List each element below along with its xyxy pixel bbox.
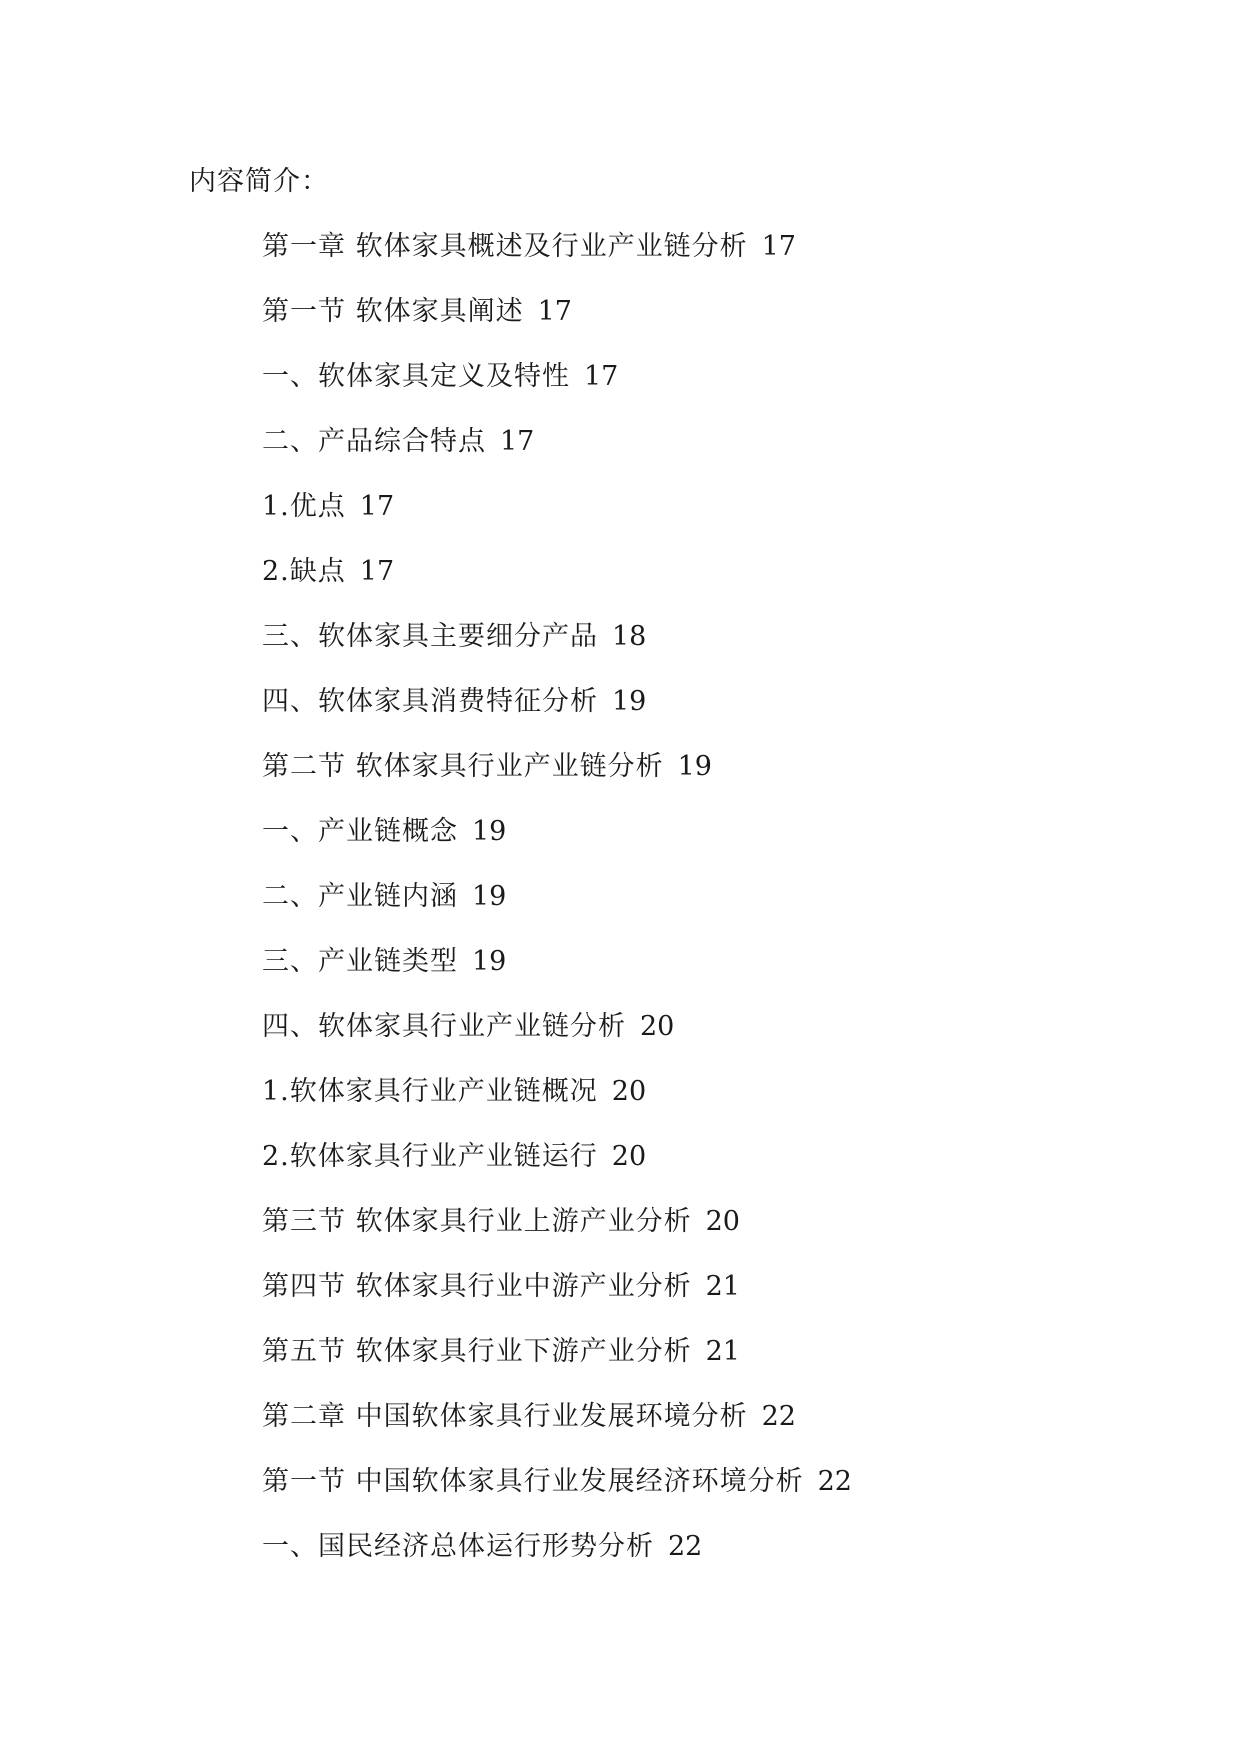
toc-entry-title: 第一节 软体家具阐述 — [262, 296, 524, 327]
toc-entry[interactable] — [262, 1005, 852, 1070]
toc-entry-title: 2.软体家具行业产业链运行 — [262, 1141, 598, 1172]
toc-entry-title: 第四节 软体家具行业中游产业分析 — [262, 1271, 692, 1302]
toc-entry[interactable] — [262, 810, 852, 875]
toc-entry-page: 22 — [761, 1401, 796, 1432]
toc-entry-page: 17 — [500, 426, 535, 457]
toc-entry-title: 第二节 软体家具行业产业链分析 — [262, 751, 664, 782]
toc-entry[interactable] — [262, 940, 852, 1005]
toc-entry-page: 17 — [359, 556, 395, 587]
toc-entry-title: 2.缺点 — [262, 556, 346, 587]
toc-entry-title: 1.软体家具行业产业链概况 — [262, 1076, 598, 1107]
toc-entry-title: 第一章 软体家具概述及行业产业链分析 — [262, 231, 748, 262]
toc-entry-page: 18 — [612, 621, 647, 652]
toc-entry[interactable] — [262, 290, 852, 355]
toc-entry-page: 20 — [611, 1076, 647, 1107]
toc-entry-page: 17 — [761, 231, 796, 262]
toc-entry-title: 二、产品综合特点 — [262, 426, 486, 457]
toc-entry-title: 三、软体家具主要细分产品 — [262, 621, 598, 652]
toc-entry[interactable] — [262, 1330, 852, 1395]
toc-entry[interactable] — [262, 355, 852, 420]
toc-entry-title: 第三节 软体家具行业上游产业分析 — [262, 1206, 692, 1237]
toc-entry-page: 17 — [537, 296, 572, 327]
table-of-contents — [262, 225, 852, 1590]
document-heading: 内容简介： — [189, 166, 329, 197]
toc-entry-title: 三、产业链类型 — [262, 946, 458, 977]
toc-entry[interactable] — [262, 1525, 852, 1590]
toc-entry-title: 四、软体家具行业产业链分析 — [262, 1011, 626, 1042]
toc-entry-title: 四、软体家具消费特征分析 — [262, 686, 598, 717]
toc-entry[interactable] — [262, 1460, 852, 1525]
toc-entry[interactable] — [262, 615, 852, 680]
toc-entry-page: 19 — [472, 816, 507, 847]
toc-entry-page: 20 — [705, 1206, 740, 1237]
toc-entry[interactable] — [262, 1070, 852, 1135]
toc-entry-page: 22 — [817, 1466, 852, 1497]
toc-entry-page: 22 — [668, 1531, 703, 1562]
toc-entry-page: 19 — [612, 686, 647, 717]
toc-entry[interactable] — [262, 875, 852, 940]
toc-entry[interactable] — [262, 680, 852, 745]
toc-entry[interactable] — [262, 1135, 852, 1200]
toc-entry-title: 一、产业链概念 — [262, 816, 458, 847]
toc-entry-title: 第五节 软体家具行业下游产业分析 — [262, 1336, 692, 1367]
toc-entry-page: 17 — [584, 361, 619, 392]
toc-entry-page: 19 — [472, 881, 507, 912]
toc-entry[interactable] — [262, 420, 852, 485]
toc-entry-page: 17 — [359, 491, 395, 522]
toc-entry[interactable] — [262, 1395, 852, 1460]
toc-entry-title: 一、国民经济总体运行形势分析 — [262, 1531, 654, 1562]
toc-entry-page: 21 — [705, 1336, 740, 1367]
toc-entry-page: 20 — [611, 1141, 647, 1172]
toc-entry-title: 一、软体家具定义及特性 — [262, 361, 570, 392]
toc-entry[interactable] — [262, 485, 852, 550]
toc-entry-page: 21 — [705, 1271, 740, 1302]
toc-entry-page: 20 — [640, 1011, 675, 1042]
toc-entry-page: 19 — [677, 751, 712, 782]
toc-entry-page: 19 — [472, 946, 507, 977]
toc-entry[interactable] — [262, 550, 852, 615]
toc-entry[interactable] — [262, 1200, 852, 1265]
toc-entry-title: 1.优点 — [262, 491, 346, 522]
toc-entry-title: 第二章 中国软体家具行业发展环境分析 — [262, 1401, 748, 1432]
toc-entry[interactable] — [262, 1265, 852, 1330]
toc-entry-title: 二、产业链内涵 — [262, 881, 458, 912]
toc-entry[interactable] — [262, 745, 852, 810]
toc-entry[interactable] — [262, 225, 852, 290]
toc-entry-title: 第一节 中国软体家具行业发展经济环境分析 — [262, 1466, 804, 1497]
